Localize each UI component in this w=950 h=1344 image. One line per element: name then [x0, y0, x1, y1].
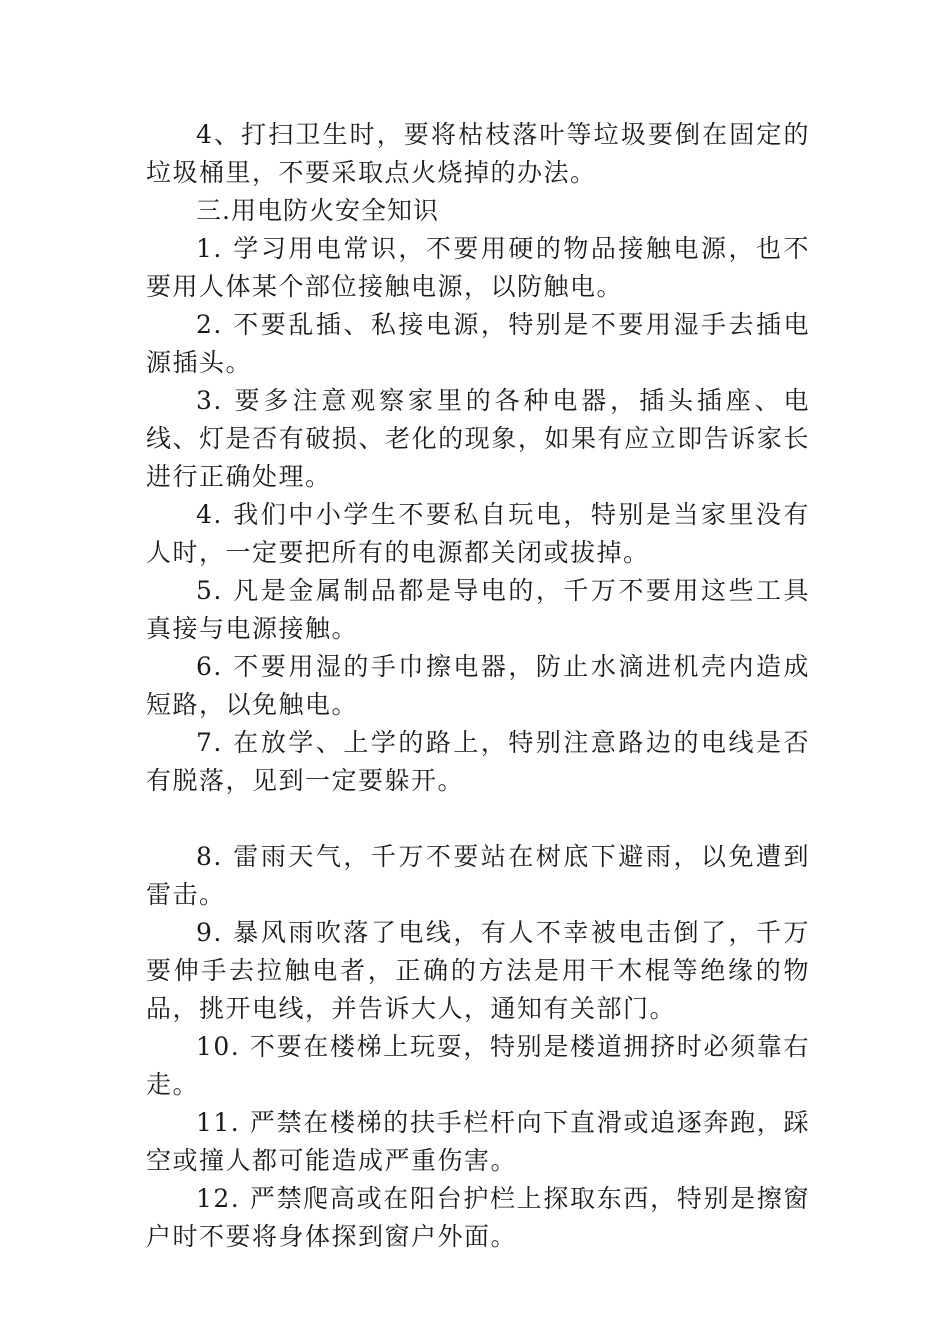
- list-item-8: 8. 雷雨天气，千万不要站在树底下避雨，以免遭到雷击。: [146, 842, 810, 909]
- list-item-7: 7. 在放学、上学的路上，特别注意路边的电线是否有脱落，见到一定要躲开。: [146, 728, 810, 795]
- list-item-11: 11. 严禁在楼梯的扶手栏杆向下直滑或追逐奔跑，踩空或撞人都可能造成严重伤害。: [146, 1108, 810, 1175]
- document-body: [146, 116, 810, 1256]
- list-item-3: 3. 要多注意观察家里的各种电器，插头插座、电线、灯是否有破损、老化的现象，如果有应立即告诉家长进行正确处理。: [146, 386, 810, 491]
- list-item-9: 9. 暴风雨吹落了电线，有人不幸被电击倒了，千万要伸手去拉触电者，正确的方法是用干木棍等绝缘的物品，挑开电线，并告诉大人，通知有关部门。: [146, 918, 810, 1023]
- list-item-5: 5. 凡是金属制品都是导电的，千万不要用这些工具真接与电源接触。: [146, 576, 810, 643]
- list-item-10: 10. 不要在楼梯上玩耍，特别是楼道拥挤时必须靠右走。: [146, 1032, 810, 1099]
- list-item-1: 1. 学习用电常识，不要用硬的物品接触电源，也不要用人体某个部位接触电源，以防触电。: [146, 234, 810, 301]
- list-item-2: 2. 不要乱插、私接电源，特别是不要用湿手去插电源插头。: [146, 310, 810, 377]
- list-item-4: 4. 我们中小学生不要私自玩电，特别是当家里没有人时，一定要把所有的电源都关闭或拔掉。: [146, 500, 810, 567]
- list-item-12: 12. 严禁爬高或在阳台护栏上探取东西，特别是擦窗户时不要将身体探到窗户外面。: [146, 1184, 810, 1251]
- paragraph-cleaning-rule: 4、打扫卫生时，要将枯枝落叶等垃圾要倒在固定的垃圾桶里，不要采取点火烧掉的办法。: [146, 120, 810, 187]
- list-item-6: 6. 不要用湿的手巾擦电器，防止水滴进机壳内造成短路，以免触电。: [146, 652, 810, 719]
- blank-line: [146, 800, 810, 838]
- section-heading-electrical-safety: 三.用电防火安全知识: [196, 196, 439, 225]
